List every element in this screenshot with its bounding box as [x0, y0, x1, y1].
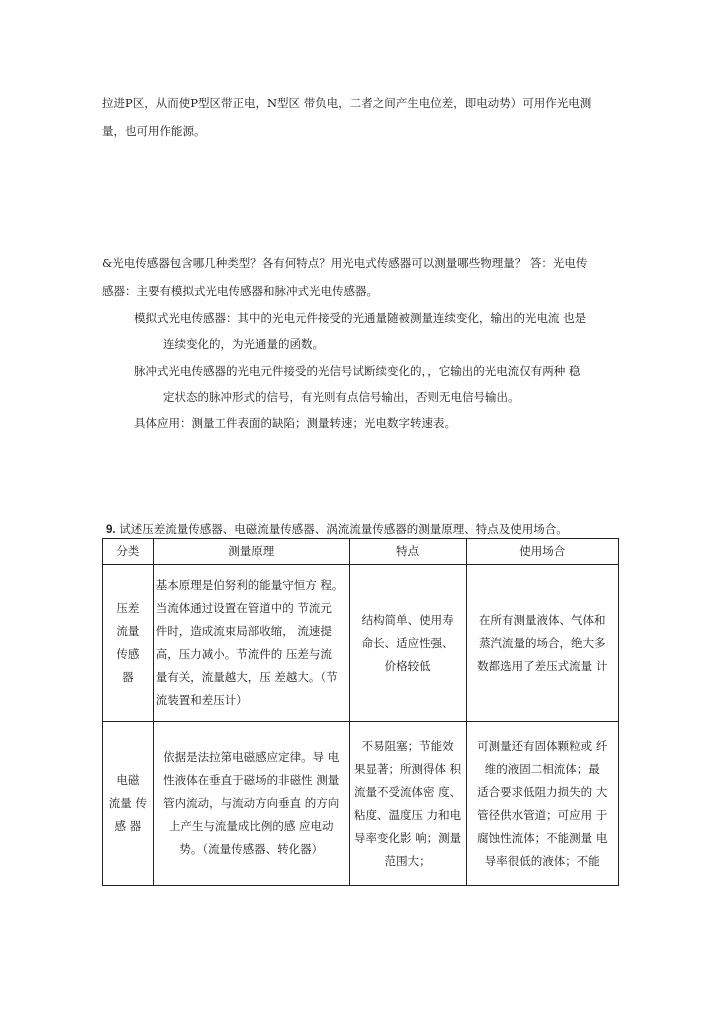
- cell-line: 性液体在垂直于磁场的非磁性 测量: [163, 773, 340, 787]
- q8-analog-line1: 模拟式光电传感器：其中的光电元件接受的光通量随被测量连续变化，输出的光电流 也是: [134, 311, 587, 325]
- q8-pulse-line2: 定状态的脉冲形式的信号，有光则有点信号输出，否则无电信号输出。: [163, 390, 520, 404]
- table-row: [103, 565, 619, 722]
- cell-features: [349, 565, 466, 722]
- header-cell: 测量原理: [153, 539, 349, 565]
- table-row: [103, 722, 619, 886]
- cell-line: 流量: [116, 624, 140, 638]
- q9-number: 9.: [106, 524, 116, 536]
- cell-usage: [466, 565, 619, 722]
- cell-line: 器: [122, 670, 134, 684]
- table-header-row: [103, 539, 619, 565]
- cell-line: 件时，造成流束局部收缩， 流速提: [155, 624, 332, 638]
- cell-line: 不易阻塞；节能效: [361, 738, 454, 753]
- cell-line: 势。（流量传感器、转化器）: [179, 842, 324, 856]
- cell-type: [103, 565, 154, 722]
- cell-line: 管内流动，与流动方向垂直 的方向: [163, 796, 340, 810]
- cell-line: 可测量还有固体颗粒或 纤: [477, 738, 608, 753]
- cell-line: 命长、适应性强、: [361, 635, 454, 650]
- cell-line: 流量 传: [108, 796, 147, 810]
- cell-line: 上产生与流量成比例的感 应电动: [168, 819, 334, 833]
- cell-line: 价格较低: [384, 658, 431, 673]
- cell-features: [349, 722, 466, 886]
- cell-line: 管径供水管道；可应用 于: [477, 807, 608, 822]
- cell-line: 数都选用了差压式流量 计: [477, 658, 608, 673]
- para1-line1: 拉进P区，从而使P型区带正电，N型区 带负电，二者之间产生电位差，即电动势）可用作光电测: [102, 96, 592, 110]
- cell-line: 导率变化影 响；测量: [354, 830, 462, 845]
- cell-line: 依据是法拉第电磁感应定律。导 电: [163, 750, 340, 764]
- q8-analog-line2: 连续变化的，为光通量的函数。: [163, 337, 324, 351]
- cell-line: 流量不受流体密 度、: [354, 784, 462, 799]
- cell-line: 感 器: [114, 819, 142, 833]
- cell-line: 腐蚀性流体；不能测量 电: [477, 830, 608, 845]
- cell-line: 导率很低的液体；不能: [484, 853, 600, 868]
- cell-type: [103, 722, 154, 886]
- cell-principle: [153, 565, 349, 722]
- q9-title-text: 试述压差流量传感器、电磁流量传感器、涡流流量传感器的测量原理、特点及使用场合。: [119, 522, 568, 536]
- q8-pulse-line1: 脉冲式光电传感器的光电元件接受的光信号试断续变化的，，它输出的光电流仅有两种 稳: [134, 364, 581, 378]
- q8-line1: &光电传感器包含哪几种类型？各有何特点？用光电式传感器可以测量哪些物理量？ 答：光电传: [102, 256, 588, 270]
- cell-line: 当流体通过设置在管道中的 节流元: [155, 601, 332, 615]
- q8-line2: 感器：主要有模拟式光电传感器和脉冲式光电传感器。: [102, 284, 378, 298]
- cell-line: 高，压力减小。节流件的 压差与流: [155, 647, 332, 661]
- cell-line: 基本原理是伯努利的能量守恒方 程。: [155, 578, 344, 592]
- cell-line: 范围大；: [384, 853, 431, 868]
- cell-line: 粘度、温度压 力和电: [354, 807, 462, 822]
- cell-line: 压差: [116, 601, 140, 615]
- cell-line: 果显著；所测得体 积: [354, 761, 462, 776]
- cell-line: 传感: [116, 647, 140, 661]
- cell-line: 适合要求低阻力损失的 大: [477, 784, 608, 799]
- header-cell: 特点: [349, 539, 466, 565]
- cell-line: 维的液固二相流体；最: [484, 761, 600, 776]
- cell-line: 结构简单、使用寿: [361, 612, 454, 627]
- cell-line: 蒸汽流量的场合，绝大多: [479, 635, 606, 650]
- q9-title: [106, 521, 568, 537]
- header-cell: 使用场合: [466, 539, 619, 565]
- cell-line: 量有关，流量越大，压 差越大。（节: [155, 670, 338, 684]
- q8-applications: 具体应用：测量工件表面的缺陷；测量转速；光电数字转速表。: [134, 416, 456, 430]
- cell-line: 电磁: [116, 773, 140, 787]
- cell-principle: [153, 722, 349, 886]
- flow-sensor-table: [102, 538, 619, 886]
- header-cell: 分类: [103, 539, 154, 565]
- cell-line: 流装置和差压计）: [155, 693, 248, 707]
- para1-line2: 量，也可用作能源。: [102, 124, 206, 138]
- cell-line: 在所有测量液体、气体和: [479, 612, 606, 627]
- cell-usage: [466, 722, 619, 886]
